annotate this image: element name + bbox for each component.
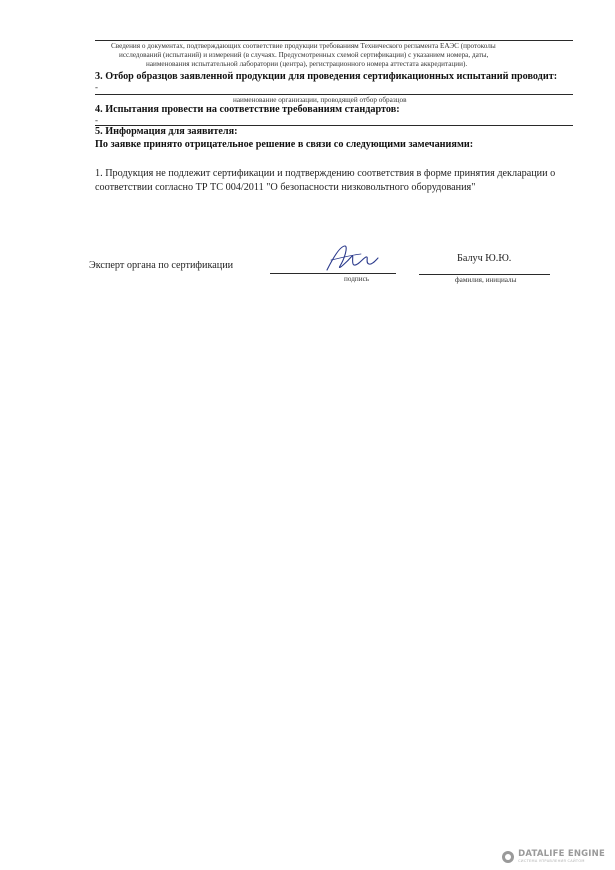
datalife-watermark (502, 850, 605, 863)
handwritten-signature (321, 240, 381, 274)
watermark-title: DATALIFE ENGINE (518, 849, 605, 859)
name-caption: фамилия, инициалы (455, 276, 517, 284)
section-3-heading: 3. Отбор образцов заявленной продукции для проведения сертификационных испытаний проводит: (95, 71, 558, 82)
section-3-rule (95, 94, 573, 95)
name-rule (419, 274, 550, 275)
remark-line-1: 1. Продукция не подлежит сертификации и подтверждению соответствия в форме принятия декларации о (95, 168, 556, 179)
section-3-value: - (95, 82, 98, 92)
remark-line-2: соответствии согласно ТР ТС 004/2011 "О безопасности низковольтного оборудования" (95, 182, 476, 193)
section-4-heading: 4. Испытания провести на соответствие требованиям стандартов: (95, 104, 400, 115)
section-5-subheading: По заявке принято отрицательное решение в связи со следующими замечаниями: (95, 139, 474, 150)
header-note-line-1: Сведения о документах, подтверждающих соответствие продукции требованиям Технического регламента ЕАЭС (протоколы (111, 42, 496, 50)
section-4-value: - (95, 115, 98, 125)
header-note-line-2: исследований (испытаний) и измерений (в случаях. Предусмотренных схемой сертификации) с указанием номера, даты, (119, 51, 489, 59)
signature-caption: подпись (344, 275, 370, 283)
header-note-line-3: наименования испытательной лаборатории (центра), регистрационного номера аттестата аккредитации). (146, 60, 468, 68)
signer-role: Эксперт органа по сертификации (89, 260, 234, 271)
signer-name: Балуч Ю.Ю. (457, 253, 512, 264)
signature-rule (270, 273, 396, 274)
top-rule (95, 40, 573, 41)
watermark-subtitle: СИСТЕМА УПРАВЛЕНИЯ САЙТОМ (518, 858, 585, 863)
datalife-logo-icon (502, 851, 514, 863)
section-5-heading: 5. Информация для заявителя: (95, 126, 238, 137)
section-3-caption: наименование организации, проводящей отбор образцов (233, 96, 407, 104)
